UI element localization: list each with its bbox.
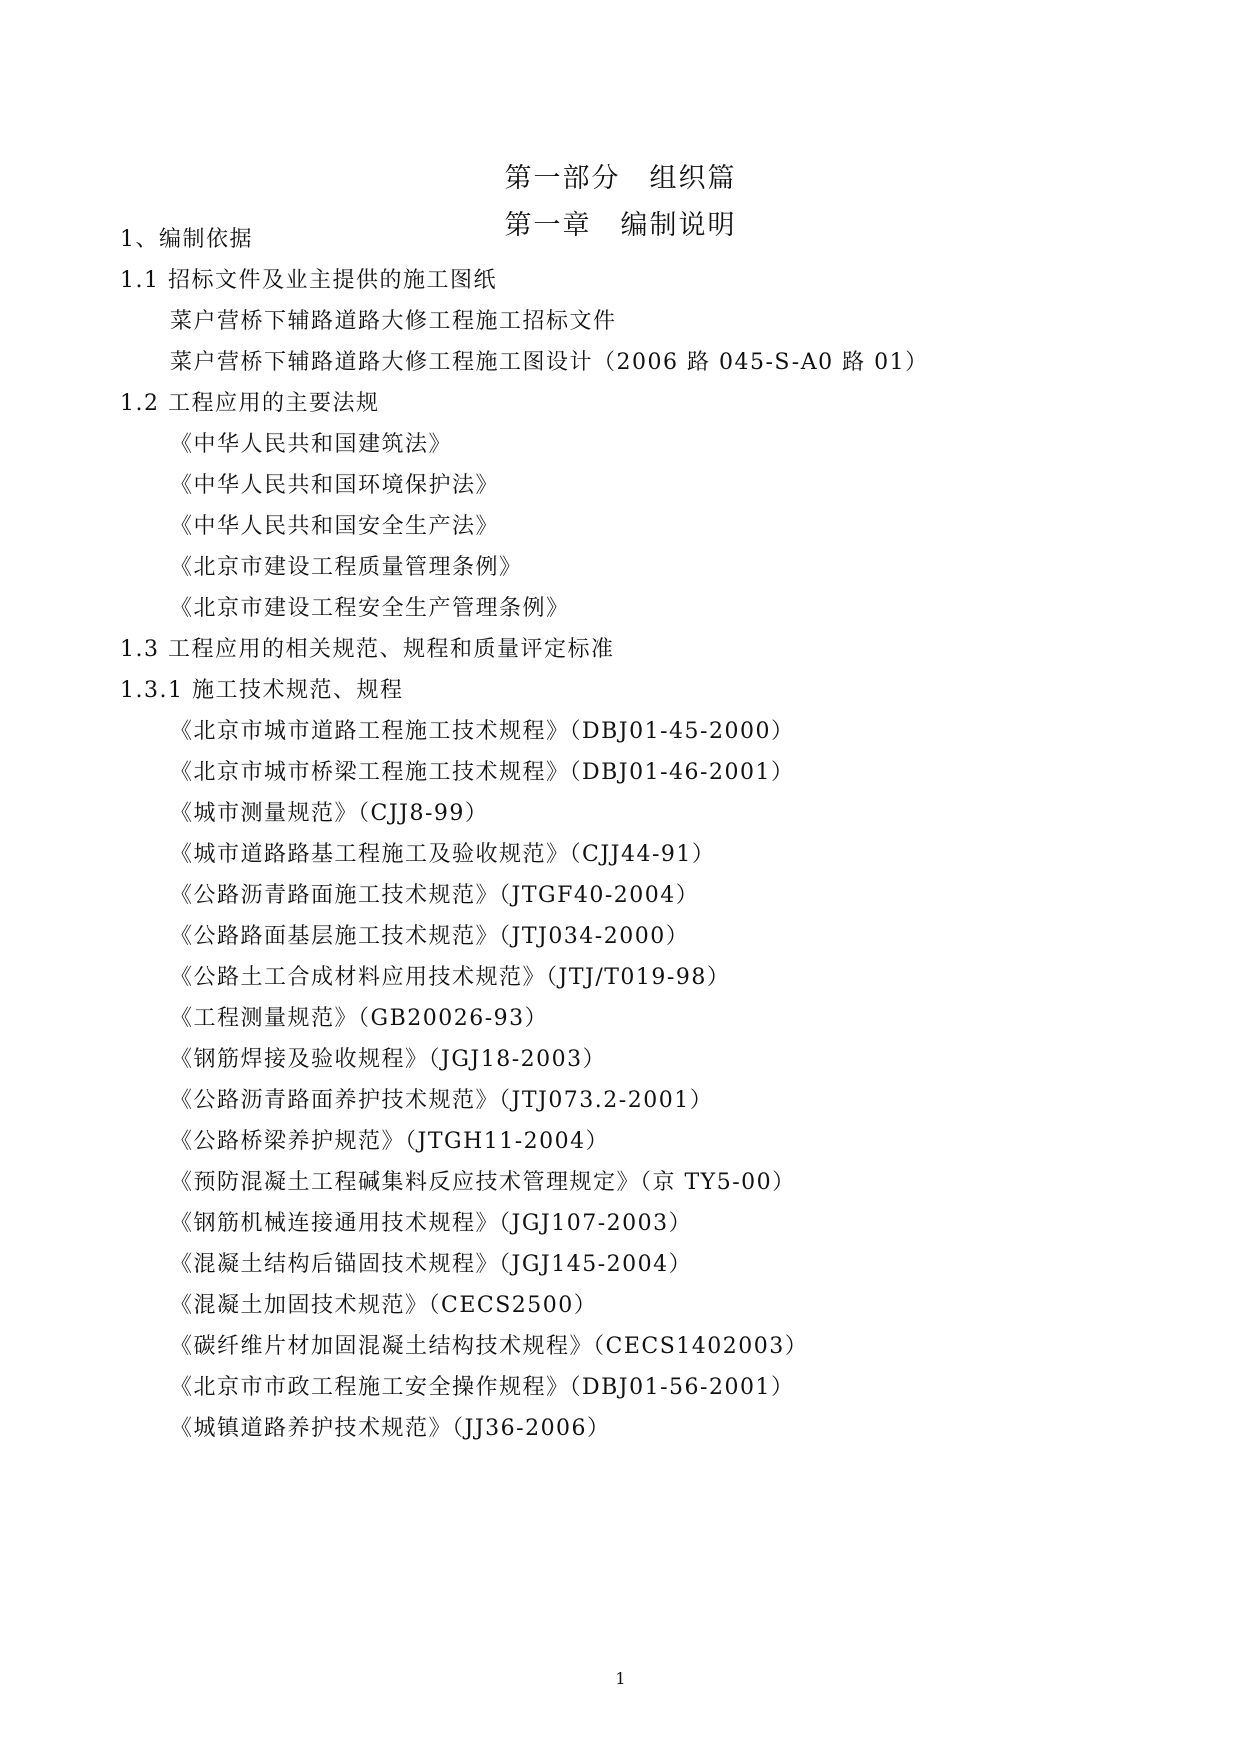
section-heading: 1、编制依据 (120, 227, 253, 252)
list-item: 《城市道路路基工程施工及验收规范》（CJJ44-91） (170, 842, 716, 867)
list-item: 菜户营桥下辅路道路大修工程施工招标文件 (170, 309, 617, 334)
list-item: 《混凝土结构后锚固技术规程》（JGJ145-2004） (170, 1252, 693, 1277)
list-item: 《公路桥梁养护规范》（JTGH11-2004） (170, 1129, 610, 1154)
list-item: 《公路沥青路面施工技术规范》（JTGF40-2004） (170, 883, 700, 908)
list-item: 《中华人民共和国环境保护法》 (170, 473, 500, 498)
list-item: 《公路路面基层施工技术规范》（JTJ034-2000） (170, 924, 690, 949)
list-item: 《钢筋焊接及验收规程》（JGJ18-2003） (170, 1047, 607, 1072)
list-item: 《北京市建设工程质量管理条例》 (170, 555, 523, 580)
list-item: 《公路土工合成材料应用技术规范》（JTJ/T019-98） (170, 965, 731, 990)
list-item: 《中华人民共和国建筑法》 (170, 432, 453, 457)
list-item: 《公路沥青路面养护技术规范》（JTJ073.2-2001） (170, 1088, 714, 1113)
subsection-heading: 1.1 招标文件及业主提供的施工图纸 (120, 268, 497, 293)
list-item: 《北京市建设工程安全生产管理条例》 (170, 596, 570, 621)
list-item: 《北京市城市桥梁工程施工技术规程》（DBJ01-46-2001） (170, 760, 795, 785)
list-item: 《城市测量规范》（CJJ8-99） (170, 801, 489, 826)
chapter-heading: 第一章 编制说明 (504, 210, 737, 241)
subsection-heading: 1.2 工程应用的主要法规 (120, 391, 380, 416)
list-item: 《混凝土加固技术规范》（CECS2500） (170, 1293, 598, 1318)
list-item: 《工程测量规范》（GB20026-93） (170, 1006, 549, 1031)
list-item: 《碳纤维片材加固混凝土结构技术规程》（CECS1402003） (170, 1334, 809, 1359)
list-item: 《预防混凝土工程碱集料反应技术管理规定》（京 TY5-00） (170, 1170, 796, 1195)
list-item: 《中华人民共和国安全生产法》 (170, 514, 500, 539)
list-item: 《北京市城市道路工程施工技术规程》（DBJ01-45-2000） (170, 719, 795, 744)
list-item: 《钢筋机械连接通用技术规程》（JGJ107-2003） (170, 1211, 693, 1236)
list-item: 《北京市市政工程施工安全操作规程》（DBJ01-56-2001） (170, 1375, 795, 1400)
list-item: 《城镇道路养护技术规范》（JJ36-2006） (170, 1416, 611, 1441)
page-number: 1 (615, 1669, 626, 1688)
subsection-heading: 1.3 工程应用的相关规范、规程和质量评定标准 (120, 637, 615, 662)
list-item: 菜户营桥下辅路道路大修工程施工图设计（2006 路 045-S-A0 路 01） (170, 350, 929, 375)
part-heading: 第一部分 组织篇 (504, 163, 737, 194)
subsection-heading: 1.3.1 施工技术规范、规程 (120, 678, 404, 703)
